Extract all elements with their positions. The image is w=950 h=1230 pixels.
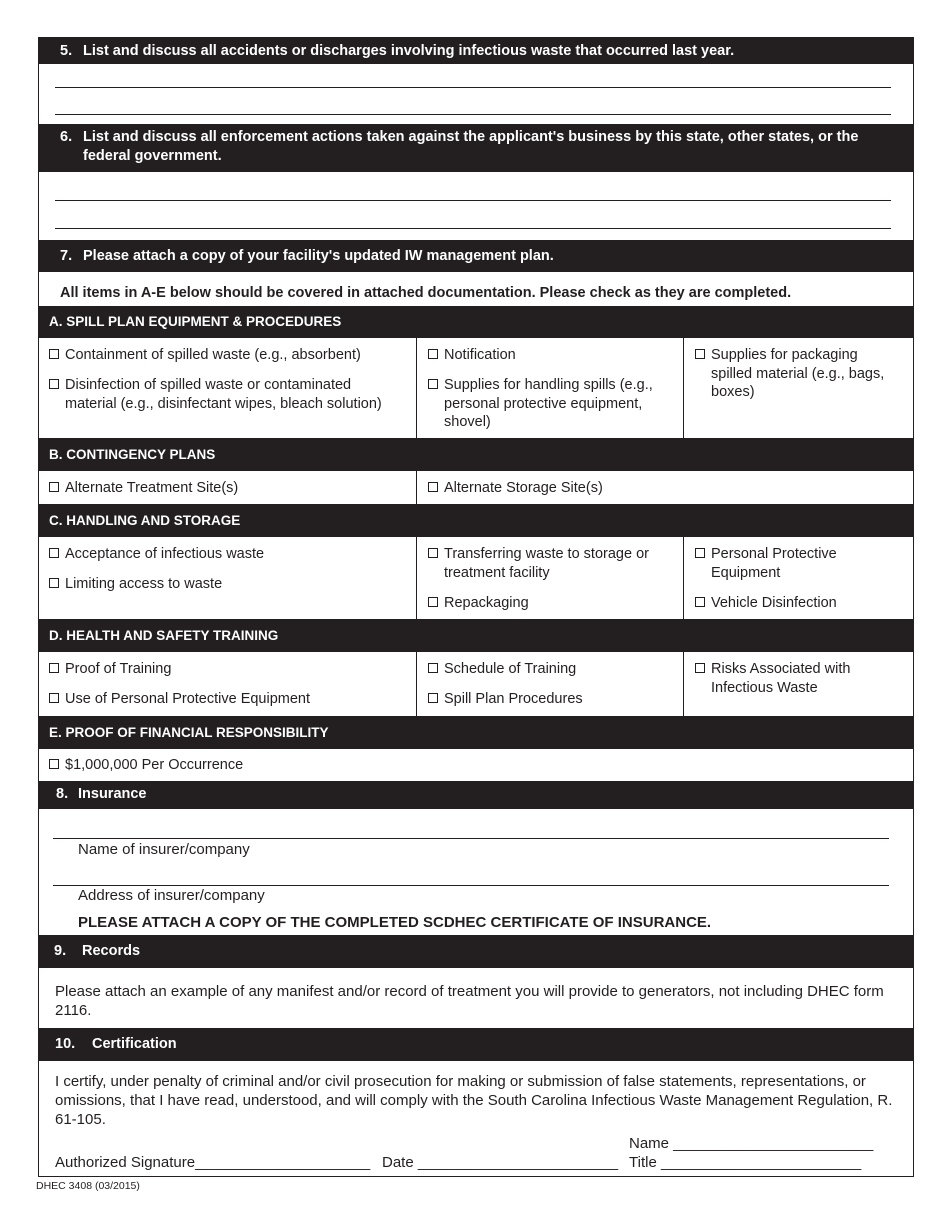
q9-header xyxy=(39,935,913,968)
section-a-divider-2 xyxy=(683,338,684,438)
q8-title: Insurance xyxy=(78,786,147,802)
check-acceptance[interactable]: Acceptance of infectious waste xyxy=(49,545,264,564)
check-ppe[interactable]: Personal Protective Equipment xyxy=(695,545,895,582)
form-page xyxy=(38,37,914,1177)
insurance-notice: PLEASE ATTACH A COPY OF THE COMPLETED SCDHEC CERTIFICATE OF INSURANCE. xyxy=(78,914,712,931)
section-b-divider xyxy=(416,471,417,504)
checkbox-icon[interactable] xyxy=(695,349,705,359)
section-e-title: E. PROOF OF FINANCIAL RESPONSIBILITY xyxy=(49,725,329,740)
checkbox-icon[interactable] xyxy=(695,597,705,607)
section-c-divider-1 xyxy=(416,537,417,619)
q9-number: 9. xyxy=(54,943,67,959)
checkbox-icon[interactable] xyxy=(428,349,438,359)
section-d-divider-1 xyxy=(416,652,417,716)
check-containment[interactable]: Containment of spilled waste (e.g., absorbent) xyxy=(49,346,409,365)
section-c-title: C. HANDLING AND STORAGE xyxy=(49,513,241,528)
checkbox-icon[interactable] xyxy=(428,548,438,558)
check-transferring[interactable]: Transferring waste to storage or treatment facility xyxy=(428,545,668,582)
q8-number: 8. xyxy=(56,786,69,802)
insurer-address-label: Address of insurer/company xyxy=(78,887,265,904)
check-repackaging[interactable]: Repackaging xyxy=(428,594,529,613)
checkbox-icon[interactable] xyxy=(428,379,438,389)
q6-header xyxy=(39,124,913,172)
check-notification[interactable]: Notification xyxy=(428,346,668,365)
check-vehicle-disinfection[interactable]: Vehicle Disinfection xyxy=(695,594,837,613)
check-per-occurrence[interactable]: $1,000,000 Per Occurrence xyxy=(49,756,243,775)
signature-field[interactable]: Authorized Signature_____________________ xyxy=(55,1154,371,1171)
name-field[interactable]: Name ________________________ xyxy=(629,1135,874,1152)
check-alt-treatment[interactable]: Alternate Treatment Site(s) xyxy=(49,479,238,498)
checkbox-icon[interactable] xyxy=(49,693,59,703)
q10-header xyxy=(39,1028,913,1061)
date-field[interactable]: Date ________________________ xyxy=(382,1154,619,1171)
checkbox-icon[interactable] xyxy=(428,663,438,673)
section-a-header xyxy=(39,306,913,338)
check-schedule-training[interactable]: Schedule of Training xyxy=(428,660,576,679)
q7-text: Please attach a copy of your facility's updated IW management plan. xyxy=(83,248,554,264)
check-proof-training[interactable]: Proof of Training xyxy=(49,660,171,679)
insurer-name-label: Name of insurer/company xyxy=(78,841,250,858)
q5-text: List and discuss all accidents or discharges involving infectious waste that occurred last year. xyxy=(83,43,735,59)
section-c-header xyxy=(39,504,913,537)
check-use-ppe[interactable]: Use of Personal Protective Equipment xyxy=(49,690,310,709)
checkbox-icon[interactable] xyxy=(49,548,59,558)
q7-number: 7. xyxy=(60,248,73,264)
certification-text: I certify, under penalty of criminal and/or civil prosecution for making or submission of false statements, representations, or omissions, that I have read, understood, and will comply with the South Carolina Infectious Waste Management Regulation, R. 61-105. xyxy=(55,1073,893,1128)
q5-header xyxy=(39,38,913,64)
checkbox-icon[interactable] xyxy=(428,597,438,607)
form-id: DHEC 3408 (03/2015) xyxy=(36,1180,140,1192)
title-field[interactable]: Title ________________________ xyxy=(629,1154,862,1171)
check-alt-storage[interactable]: Alternate Storage Site(s) xyxy=(428,479,603,498)
check-handling-supplies[interactable]: Supplies for handling spills (e.g., personal protective equipment, shovel) xyxy=(428,376,653,432)
insurer-name-line[interactable] xyxy=(53,838,889,839)
section-c-divider-2 xyxy=(683,537,684,619)
section-e-header xyxy=(39,716,913,749)
check-limiting-access[interactable]: Limiting access to waste xyxy=(49,575,222,594)
checkbox-icon[interactable] xyxy=(49,482,59,492)
section-d-title: D. HEALTH AND SAFETY TRAINING xyxy=(49,628,279,643)
q7-header xyxy=(39,240,913,272)
q6-answer-line-2[interactable] xyxy=(55,228,891,229)
check-disinfection[interactable]: Disinfection of spilled waste or contaminated material (e.g., disinfectant wipes, bleach solution) xyxy=(49,376,389,413)
checkbox-icon[interactable] xyxy=(49,578,59,588)
q5-number: 5. xyxy=(60,43,73,59)
section-b-header xyxy=(39,438,913,471)
checkbox-icon[interactable] xyxy=(49,663,59,673)
q5-answer-line-1[interactable] xyxy=(55,87,891,88)
section-d-divider-2 xyxy=(683,652,684,716)
checkbox-icon[interactable] xyxy=(428,482,438,492)
section-a-divider-1 xyxy=(416,338,417,438)
section-b-title: B. CONTINGENCY PLANS xyxy=(49,447,216,462)
section-a-title: A. SPILL PLAN EQUIPMENT & PROCEDURES xyxy=(49,314,342,329)
check-risks[interactable]: Risks Associated with Infectious Waste xyxy=(695,660,885,697)
checklist-intro: All items in A-E below should be covered in attached documentation. Please check as they are completed. xyxy=(60,285,792,301)
section-d-header xyxy=(39,619,913,652)
q6-text: List and discuss all enforcement actions taken against the applicant's business by this state, other states, or the federal government. xyxy=(83,129,859,164)
checkbox-icon[interactable] xyxy=(428,693,438,703)
checkbox-icon[interactable] xyxy=(49,379,59,389)
q5-answer-line-2[interactable] xyxy=(55,114,891,115)
check-spill-plan[interactable]: Spill Plan Procedures xyxy=(428,690,583,709)
checkbox-icon[interactable] xyxy=(695,663,705,673)
q6-number: 6. xyxy=(60,129,73,145)
records-text: Please attach an example of any manifest and/or record of treatment you will provide to generators, not including DHEC form 2116. xyxy=(55,983,884,1019)
check-packaging-supplies[interactable]: Supplies for packaging spilled material (e.g., bags, boxes) xyxy=(695,346,895,402)
checkbox-icon[interactable] xyxy=(695,548,705,558)
q10-number: 10. xyxy=(55,1036,76,1052)
q9-title: Records xyxy=(82,943,141,959)
checkbox-icon[interactable] xyxy=(49,759,59,769)
q6-answer-line-1[interactable] xyxy=(55,200,891,201)
q8-header xyxy=(39,781,913,809)
checkbox-icon[interactable] xyxy=(49,349,59,359)
q10-title: Certification xyxy=(92,1036,177,1052)
